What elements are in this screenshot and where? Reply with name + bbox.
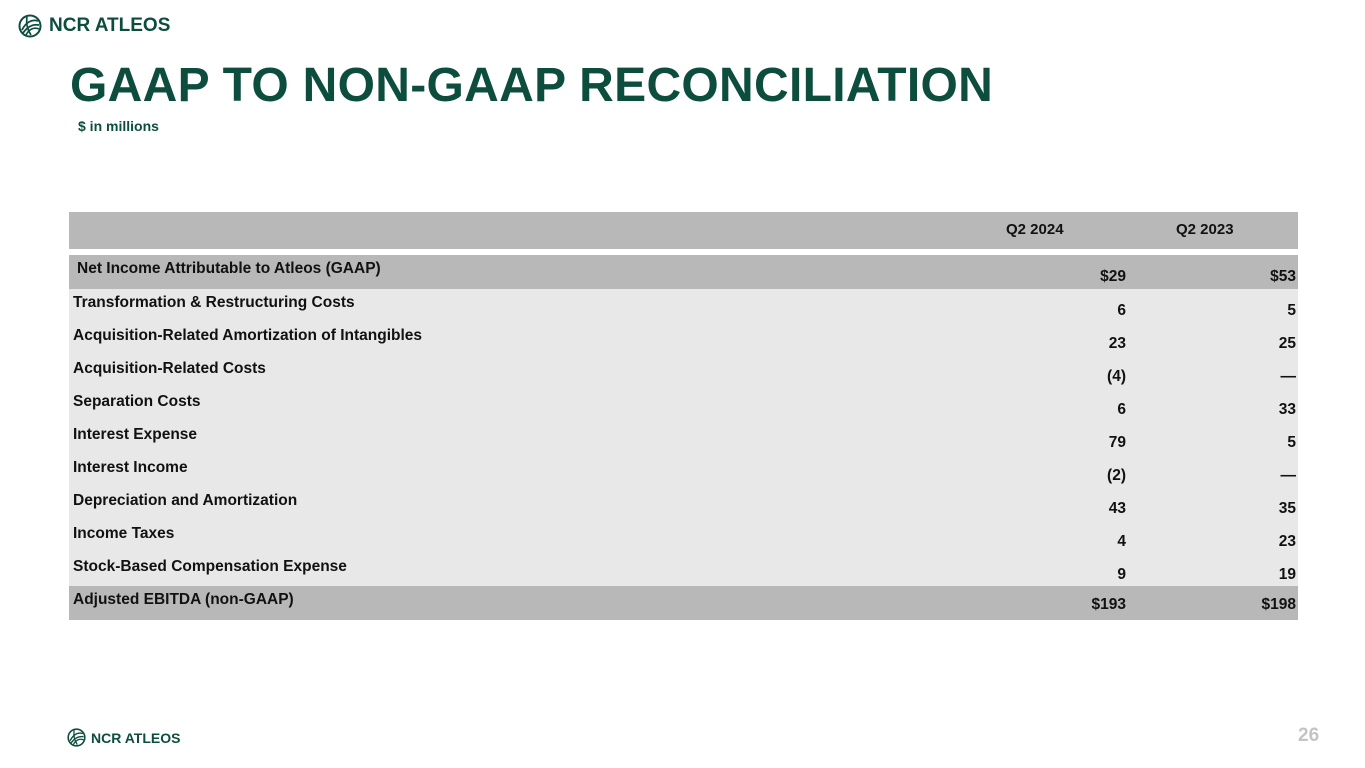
row-value-q2-2024: 43 bbox=[1108, 500, 1126, 517]
row-value-q2-2024: 9 bbox=[1117, 566, 1126, 583]
table-row bbox=[69, 487, 1298, 520]
row-value-q2-2023: 25 bbox=[1278, 335, 1296, 352]
row-value-q2-2024: 23 bbox=[1108, 335, 1126, 352]
row-label: Acquisition-Related Amortization of Intangibles bbox=[73, 327, 423, 344]
row-value-q2-2023: 33 bbox=[1278, 401, 1296, 418]
row-label: Interest Income bbox=[73, 459, 188, 476]
column-header-q2-2024: Q2 2024 bbox=[1006, 221, 1064, 238]
row-value-q2-2023: 5 bbox=[1287, 302, 1296, 319]
footer-logo bbox=[67, 728, 180, 747]
table-row bbox=[69, 289, 1298, 322]
row-value-q2-2023: 23 bbox=[1278, 533, 1296, 550]
row-label: Transformation & Restructuring Costs bbox=[73, 294, 355, 311]
row-label: Stock-Based Compensation Expense bbox=[73, 558, 347, 575]
page-title: GAAP TO NON-GAAP RECONCILIATION bbox=[70, 59, 994, 112]
row-value-q2-2024: $193 bbox=[1091, 596, 1126, 613]
table-row bbox=[69, 255, 1298, 289]
row-value-q2-2024: 6 bbox=[1117, 401, 1126, 418]
row-label: Adjusted EBITDA (non-GAAP) bbox=[73, 591, 294, 608]
row-value-q2-2024: (4) bbox=[1107, 368, 1126, 385]
row-label: Net Income Attributable to Atleos (GAAP) bbox=[77, 260, 381, 277]
globe-leaf-icon bbox=[67, 728, 86, 747]
table-row bbox=[69, 454, 1298, 487]
table-row bbox=[69, 388, 1298, 421]
row-value-q2-2023: 5 bbox=[1287, 434, 1296, 451]
reconciliation-table bbox=[69, 212, 1298, 620]
table-row bbox=[69, 586, 1298, 620]
row-value-q2-2023: $198 bbox=[1261, 596, 1296, 613]
row-value-q2-2023: 19 bbox=[1278, 566, 1296, 583]
row-label: Income Taxes bbox=[73, 525, 175, 542]
table-row bbox=[69, 355, 1298, 388]
brand-logo bbox=[18, 14, 170, 38]
page-number: 26 bbox=[1298, 725, 1320, 746]
brand-name: NCR ATLEOS bbox=[49, 15, 171, 36]
page-subtitle: $ in millions bbox=[78, 118, 159, 134]
table-row bbox=[69, 520, 1298, 553]
table-header bbox=[69, 212, 1298, 249]
row-label: Interest Expense bbox=[73, 426, 198, 443]
row-value-q2-2023: 35 bbox=[1278, 500, 1296, 517]
table-row bbox=[69, 322, 1298, 355]
column-header-q2-2023: Q2 2023 bbox=[1176, 221, 1234, 238]
row-label: Separation Costs bbox=[73, 393, 201, 410]
row-value-q2-2024: $29 bbox=[1100, 268, 1126, 285]
row-value-q2-2024: 6 bbox=[1117, 302, 1126, 319]
row-value-q2-2024: (2) bbox=[1107, 467, 1126, 484]
row-value-q2-2023: — bbox=[1280, 467, 1296, 484]
row-value-q2-2023: $53 bbox=[1270, 268, 1296, 285]
table-row bbox=[69, 421, 1298, 454]
row-value-q2-2023: — bbox=[1280, 368, 1296, 385]
row-value-q2-2024: 4 bbox=[1117, 533, 1126, 550]
table-row bbox=[69, 553, 1298, 586]
row-value-q2-2024: 79 bbox=[1108, 434, 1126, 451]
row-label: Acquisition-Related Costs bbox=[73, 360, 266, 377]
footer-brand-name: NCR ATLEOS bbox=[91, 729, 181, 746]
row-label: Depreciation and Amortization bbox=[73, 492, 298, 509]
globe-leaf-icon bbox=[18, 14, 42, 38]
